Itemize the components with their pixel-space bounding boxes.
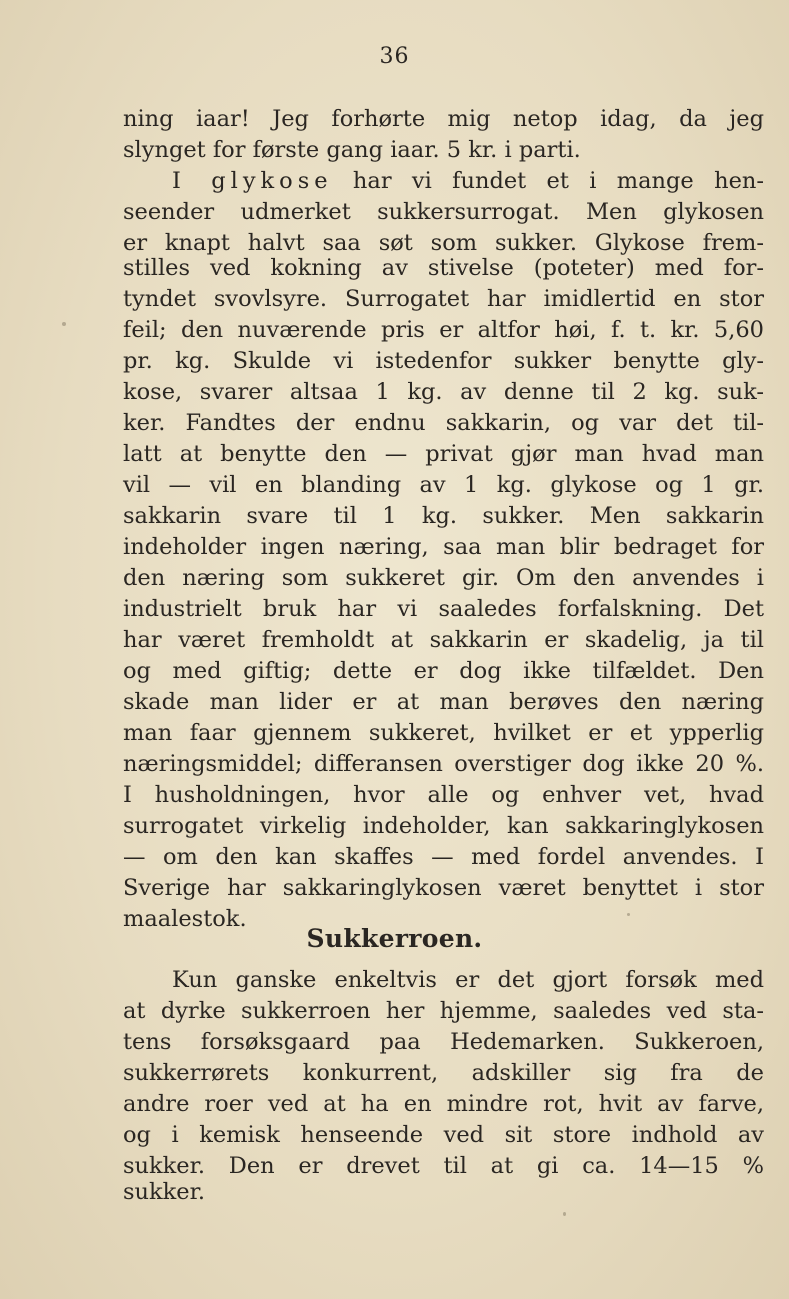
text-line: sukkerrørets konkurrent, adskiller sig fra de [123, 1060, 764, 1086]
text-line: at dyrke sukkerroen her hjemme, saaledes ved sta- [123, 998, 764, 1024]
text-line: — om den kan skaffes — med fordel anvendes. I [123, 844, 764, 870]
text-line: næringsmiddel; differansen overstiger dog ikke 20 %. [123, 751, 764, 777]
text-line: sukker. Den er drevet til at gi ca. 14—15 % [123, 1153, 764, 1179]
text-line: den næring som sukkeret gir. Om den anvendes i [123, 565, 764, 591]
text-line: man faar gjennem sukkeret, hvilket er et ypperlig [123, 720, 764, 746]
text-line [172, 165, 764, 197]
text-line: andre roer ved at ha en mindre rot, hvit av farve, [123, 1091, 764, 1117]
text-line: og i kemisk henseende ved sit store indhold av [123, 1122, 764, 1148]
text-line: sakkarin svare til 1 kg. sukker. Men sakkarin [123, 503, 764, 529]
text-line: seender udmerket sukkersurrogat. Men glykosen [123, 199, 764, 225]
text-line: kose, svarer altsaa 1 kg. av denne til 2 kg. suk- [123, 379, 764, 405]
text-line: og med giftig; dette er dog ikke tilfældet. Den [123, 658, 764, 684]
text-line: slynget for første gang iaar. 5 kr. i parti. [123, 137, 581, 163]
page-number: 36 [379, 44, 410, 69]
text-line: indeholder ingen næring, saa man blir bedraget for [123, 534, 764, 560]
text-line: feil; den nuværende pris er altfor høi, f. t. kr. 5,60 [123, 317, 764, 343]
text-line: vil — vil en blanding av 1 kg. glykose og 1 gr. [123, 472, 764, 498]
paper-speck [627, 913, 630, 916]
paper-speck [563, 1212, 566, 1216]
text-line: maalestok. [123, 906, 247, 932]
text-line-rest: har vi fundet et i mange hen- [332, 168, 764, 194]
text-line: surrogatet virkelig indeholder, kan sakkaringlykosen [123, 813, 764, 839]
text-line: ning iaar! Jeg forhørte mig netop idag, da jeg [123, 106, 764, 132]
text-line: sukker. [123, 1179, 206, 1205]
text-line: ker. Fandtes der endnu sakkarin, og var det til- [123, 410, 764, 436]
text-line: har været fremholdt at sakkarin er skadelig, ja til [123, 627, 764, 653]
paper-speck [62, 322, 66, 326]
text-line: Sverige har sakkaringlykosen været benyttet i stor [123, 875, 764, 901]
text-line: skade man lider er at man berøves den næring [123, 689, 764, 715]
text-line: tens forsøksgaard paa Hedemarken. Sukkeroen, [123, 1029, 764, 1055]
text-line: Kun ganske enkeltvis er det gjort forsøk med [172, 967, 764, 993]
text-line: pr. kg. Skulde vi istedenfor sukker benytte gly- [123, 348, 764, 374]
section-heading: Sukkerroen. [306, 924, 483, 953]
text-line: tyndet svovlsyre. Surrogatet har imidlertid en stor [123, 286, 764, 312]
text-line: I husholdningen, hvor alle og enhver vet, hvad [123, 782, 764, 808]
text-line: latt at benytte den — privat gjør man hvad man [123, 441, 764, 467]
spaced-term: I glykose [172, 168, 333, 194]
text-line: er knapt halvt saa søt som sukker. Glykose frem- [123, 230, 764, 256]
text-line: industrielt bruk har vi saaledes forfalskning. Det [123, 596, 764, 622]
text-line: stilles ved kokning av stivelse (poteter) med for- [123, 255, 764, 281]
